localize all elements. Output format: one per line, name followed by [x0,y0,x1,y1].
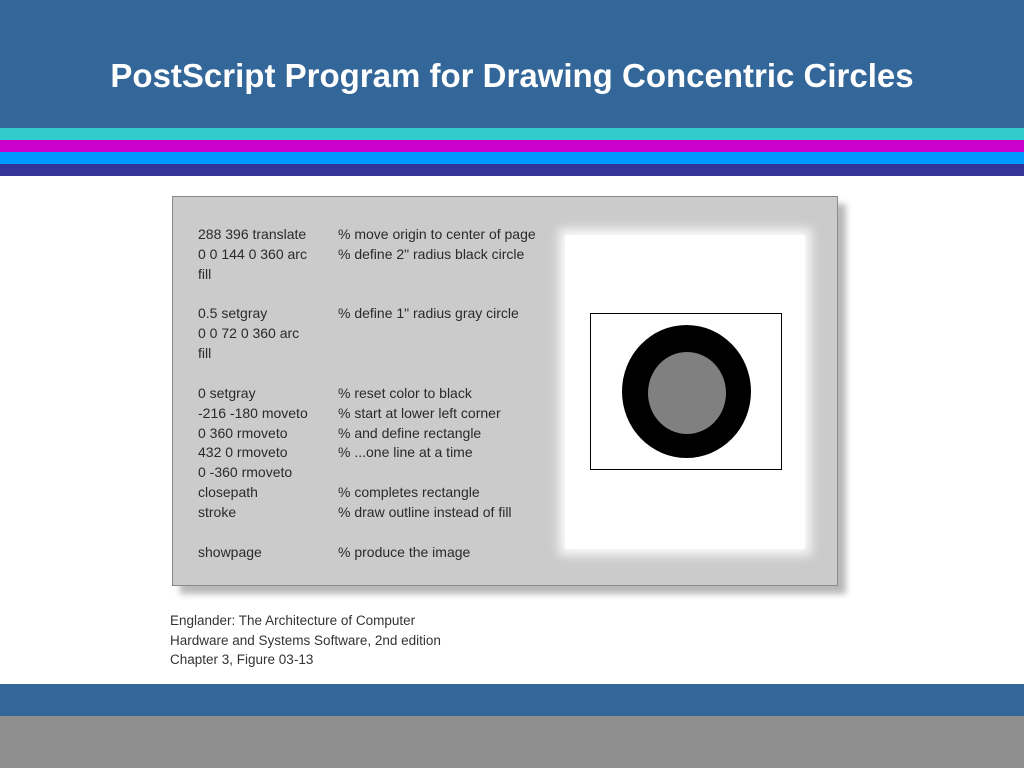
caption-line: Englander: The Architecture of Computer [170,613,416,628]
code-comment: % and define rectangle [338,425,482,441]
code-comment: % define 2" radius black circle [338,246,525,262]
slide-title: PostScript Program for Drawing Concentric Circles [110,57,914,94]
caption-line: Chapter 3, Figure 03-13 [170,652,314,667]
outline-rectangle [590,313,782,470]
code-statement: 432 0 rmoveto [198,444,288,460]
code-statement: 0 0 144 0 360 arc [198,246,307,262]
code-comment: % start at lower left corner [338,405,501,421]
code-comment: % move origin to center of page [338,226,536,242]
code-statement: 0.5 setgray [198,305,268,321]
rendered-output [565,235,805,549]
gray-circle [648,352,726,434]
code-statement: showpage [198,544,262,560]
code-comment: % draw outline instead of fill [338,504,512,520]
code-statement: stroke [198,504,237,520]
caption-line: Hardware and Systems Software, 2nd edition [170,632,441,648]
stripe-teal [0,128,1024,140]
figure-caption [170,611,590,670]
code-statement: closepath [198,484,258,500]
title-bar [0,0,1024,128]
code-statement: 0 -360 rmoveto [198,464,293,480]
code-comment: % define 1" radius gray circle [338,305,519,321]
code-statement: -216 -180 moveto [198,405,308,421]
code-statement: fill [198,345,212,361]
code-comment: % reset color to black [338,385,472,401]
stripe-indigo [0,164,1024,176]
code-statement: 0 360 rmoveto [198,425,288,441]
figure-panel [172,196,838,586]
code-comment: % produce the image [338,544,471,560]
code-comment: % completes rectangle [338,484,480,500]
stripe-sky-blue [0,152,1024,164]
footer-base [0,716,1024,768]
code-comment: % ...one line at a time [338,444,473,460]
code-statement: 0 0 72 0 360 arc [198,325,300,341]
footer-bar [0,684,1024,716]
code-statement: 0 setgray [198,385,256,401]
stripe-magenta [0,140,1024,152]
code-statement: fill [198,266,212,282]
code-statement: 288 396 translate [198,226,307,242]
